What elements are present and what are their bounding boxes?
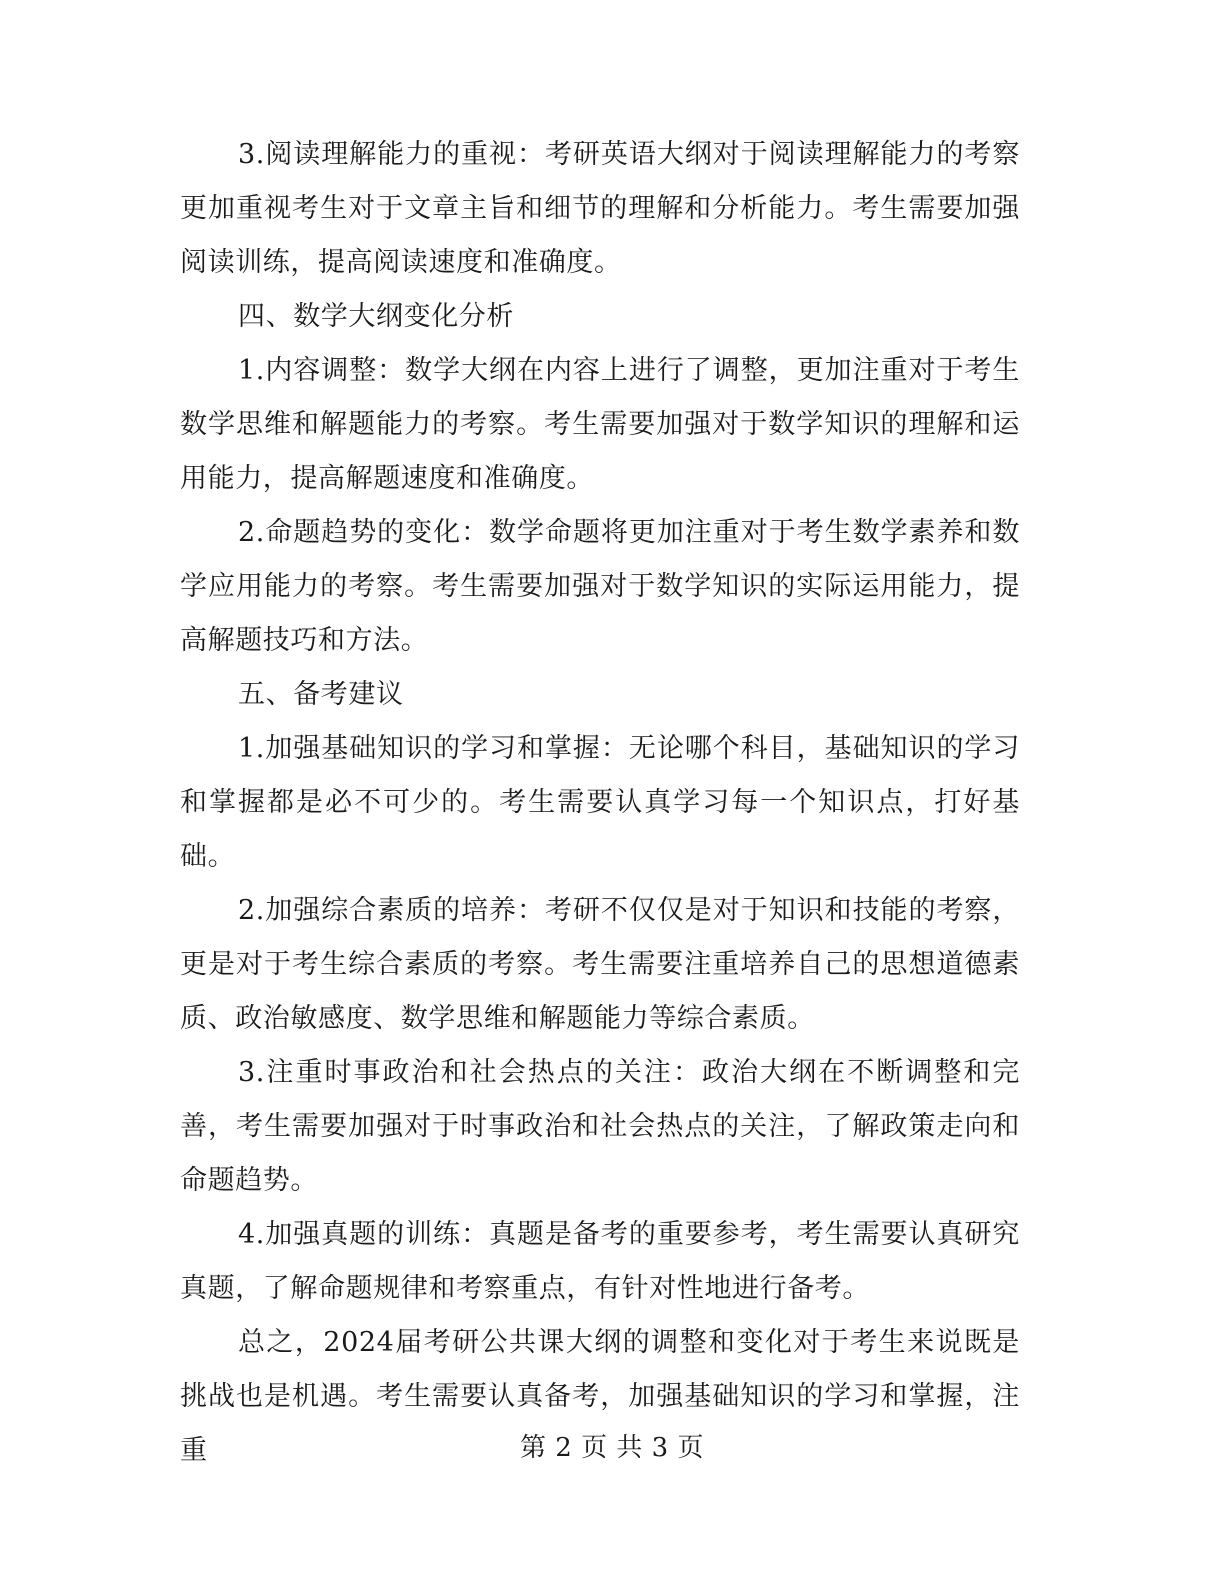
page-number-footer: 第 2 页 共 3 页 [520, 1433, 704, 1463]
paragraph-conclusion: 总之，2024届考研公共课大纲的调整和变化对于考生来说既是挑战也是机遇。考生需要认真备考，加强基础知识的学习和掌握，注重 [180, 1327, 1020, 1466]
paragraph-math-content-adjustment: 1.内容调整：数学大纲在内容上进行了调整，更加注重对于考生数学思维和解题能力的考察。考生需要加强对于数学知识的理解和运用能力，提高解题速度和准确度。 [180, 355, 1020, 494]
document-body [180, 128, 1020, 1478]
section-heading-prep-advice: 五、备考建议 [238, 679, 404, 710]
paragraph-advice-overall-quality: 2.加强综合素质的培养：考研不仅仅是对于知识和技能的考察，更是对于考生综合素质的考察。考生需要注重培养自己的思想道德素质、政治敏感度、数学思维和解题能力等综合素质。 [180, 895, 1020, 1034]
paragraph-advice-past-papers: 4.加强真题的训练：真题是备考的重要参考，考生需要认真研究真题，了解命题规律和考察重点，有针对性地进行备考。 [180, 1219, 1020, 1304]
paragraph-math-trend-change: 2.命题趋势的变化：数学命题将更加注重对于考生数学素养和数学应用能力的考察。考生需要加强对于数学知识的实际运用能力，提高解题技巧和方法。 [180, 517, 1020, 656]
paragraph-advice-current-affairs: 3.注重时事政治和社会热点的关注：政治大纲在不断调整和完善，考生需要加强对于时事政治和社会热点的关注，了解政策走向和命题趋势。 [180, 1057, 1020, 1196]
section-heading-math-changes: 四、数学大纲变化分析 [238, 301, 514, 332]
paragraph-advice-basics: 1.加强基础知识的学习和掌握：无论哪个科目，基础知识的学习和掌握都是必不可少的。考生需要认真学习每一个知识点，打好基础。 [180, 733, 1020, 872]
paragraph-reading-comprehension: 3.阅读理解能力的重视：考研英语大纲对于阅读理解能力的考察更加重视考生对于文章主旨和细节的理解和分析能力。考生需要加强阅读训练，提高阅读速度和准确度。 [180, 139, 1020, 278]
